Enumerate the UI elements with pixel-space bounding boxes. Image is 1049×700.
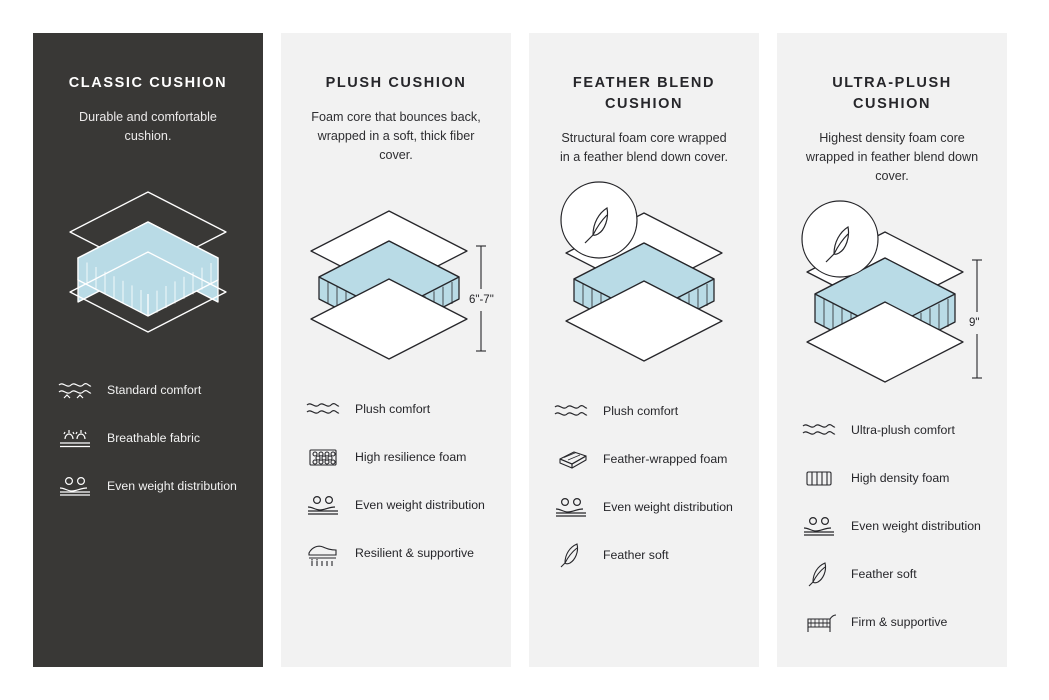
feature-item xyxy=(55,421,241,455)
firm-support-icon xyxy=(799,607,839,637)
feature-item xyxy=(55,373,241,407)
feature-item xyxy=(303,536,489,570)
even-weight-icon xyxy=(551,492,591,522)
waves-icon xyxy=(551,396,591,426)
feature-label: Feather soft xyxy=(603,548,669,563)
feature-label: Feather-wrapped foam xyxy=(603,452,728,467)
feature-list-ultra-plush xyxy=(777,413,1007,639)
cushion-layers-illustration-plush xyxy=(281,171,511,386)
feature-label: Ultra-plush comfort xyxy=(851,423,955,438)
feature-item xyxy=(55,469,241,503)
feature-list-plush xyxy=(281,392,511,570)
feature-list-classic xyxy=(33,373,263,503)
feature-item xyxy=(799,557,985,591)
feature-item xyxy=(799,509,985,543)
waves-icon xyxy=(55,375,95,405)
feature-label: Firm & supportive xyxy=(851,615,948,630)
card-classic-cushion xyxy=(33,33,263,667)
cushion-layers-illustration-classic xyxy=(33,152,263,367)
leaf-icon xyxy=(551,540,591,570)
feature-label: Standard comfort xyxy=(107,383,202,397)
feature-label: Even weight distribution xyxy=(851,519,981,534)
resilient-support-icon xyxy=(303,538,343,568)
leaf-badge xyxy=(561,182,637,258)
feature-item xyxy=(303,392,489,426)
leaf-icon xyxy=(799,559,839,589)
feature-item xyxy=(551,394,737,428)
card-title: CLASSIC CUSHION xyxy=(68,75,228,91)
even-weight-icon xyxy=(55,471,95,501)
breathable-fabric-icon xyxy=(55,423,95,453)
foam-core-layer xyxy=(78,222,218,316)
dimension-label: 9" xyxy=(969,317,980,330)
card-description: Highest density foam core wrapped in feather blend down cover. xyxy=(805,131,979,184)
feature-label: High resilience foam xyxy=(355,450,467,465)
card-plush-cushion xyxy=(281,33,511,667)
card-description: Foam core that bounces back, wrapped in a soft, thick fiber cover. xyxy=(311,110,481,163)
feature-item xyxy=(551,538,737,572)
card-description: Durable and comfortable cushion. xyxy=(79,110,217,144)
feature-label: Plush comfort xyxy=(355,402,431,417)
feature-label: Feather soft xyxy=(851,567,917,582)
feature-label: Even weight distribution xyxy=(107,479,237,493)
high-density-foam-icon xyxy=(799,463,839,493)
feature-item xyxy=(551,442,737,476)
feather-wrapped-foam-icon xyxy=(551,444,591,474)
feature-item xyxy=(303,488,489,522)
card-feather-blend-cushion xyxy=(529,33,759,667)
card-title: PLUSH CUSHION xyxy=(325,75,467,91)
waves-icon xyxy=(799,415,839,445)
card-ultra-plush-cushion xyxy=(777,33,1007,667)
card-description: Structural foam core wrapped in a feather blend down cover. xyxy=(559,131,729,165)
feature-label: Even weight distribution xyxy=(355,498,485,513)
feature-label: High density foam xyxy=(851,471,950,486)
dimension-label: 6"-7" xyxy=(469,294,494,307)
feature-label: Plush comfort xyxy=(603,404,679,419)
feature-item xyxy=(551,490,737,524)
leaf-badge xyxy=(802,201,878,277)
cushion-layers-illustration-feather-blend xyxy=(529,173,759,388)
feature-item xyxy=(799,413,985,447)
feature-item xyxy=(799,605,985,639)
feature-label: Breathable fabric xyxy=(107,431,200,445)
even-weight-icon xyxy=(799,511,839,541)
feature-item xyxy=(303,440,489,474)
waves-icon xyxy=(303,394,343,424)
cushion-layers-illustration-ultra-plush xyxy=(777,192,1007,407)
feature-list-feather-blend xyxy=(529,394,759,572)
card-title: FEATHER BLEND CUSHION xyxy=(572,75,716,113)
feature-item xyxy=(799,461,985,495)
high-resilience-foam-icon xyxy=(303,442,343,472)
feature-label: Even weight distribution xyxy=(603,500,733,515)
card-title: ULTRA-PLUSH CUSHION xyxy=(832,75,952,113)
even-weight-icon xyxy=(303,490,343,520)
feature-label: Resilient & supportive xyxy=(355,546,474,561)
